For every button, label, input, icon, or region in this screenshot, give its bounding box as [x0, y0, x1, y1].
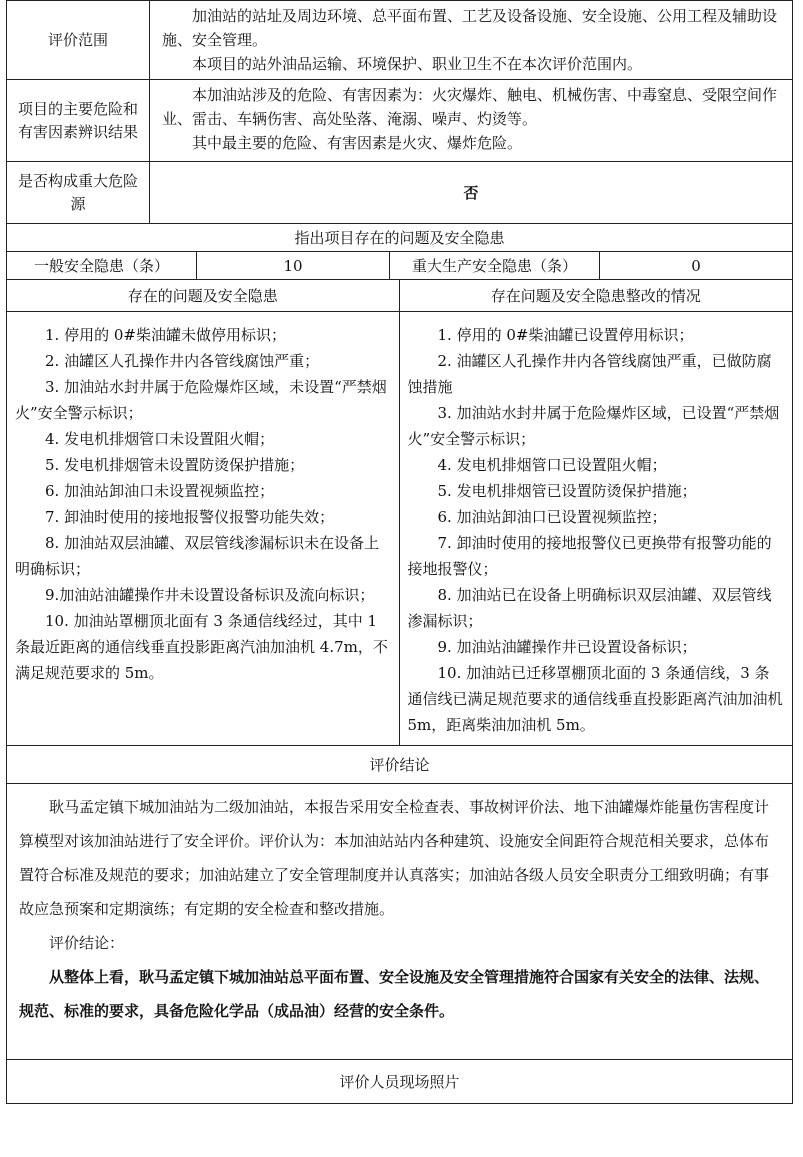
- scope-content: [150, 1, 792, 79]
- list-item: 5. 发电机排烟管未设置防烫保护措施；: [45, 456, 305, 474]
- major-count-value: 0: [691, 256, 701, 275]
- conclusion-subheading: 评价结论：: [49, 934, 125, 952]
- list-item: 3. 加油站水封井属于危险爆炸区域，未设置“严禁烟火”安全警示标识；: [15, 378, 387, 422]
- conclusion-content: [7, 784, 792, 1059]
- hazards-row: [6, 80, 793, 162]
- conclusion-statement: 从整体上看，耿马孟定镇下城加油站总平面布置、安全设施及安全管理措施符合国家有关安全的法律、法规、规范、标准的要求，具备危险化学品（成品油）经营的安全条件。: [19, 968, 770, 1020]
- major-count-label: 重大生产安全隐患（条）: [390, 252, 600, 279]
- issues-header: 指出项目存在的问题及安全隐患: [6, 224, 793, 252]
- fixes-list: [400, 312, 793, 745]
- conclusion-row: [6, 784, 793, 1060]
- list-item: 4. 发电机排烟管口已设置阻火帽；: [437, 456, 667, 474]
- general-count-value: 10: [197, 252, 390, 279]
- list-item: 1. 停用的 0#柴油罐未做停用标识；: [45, 326, 286, 344]
- columns-header-row: [6, 280, 793, 312]
- scope-paragraph: 加油站的站址及周边环境、总平面布置、工艺及设备设施、安全设施、公用工程及辅助设施、安全管理。: [162, 7, 778, 49]
- scope-label: 评价范围: [7, 1, 150, 79]
- issues-fixes-row: [6, 312, 793, 746]
- list-item: 7. 卸油时使用的接地报警仪已更换带有报警功能的接地报警仪；: [407, 534, 772, 578]
- list-item: 5. 发电机排烟管已设置防烫保护措施；: [437, 482, 697, 500]
- list-item: 2. 油罐区人孔操作井内各管线腐蚀严重；: [45, 352, 320, 370]
- list-item: 2. 油罐区人孔操作井内各管线腐蚀严重，已做防腐蚀措施: [407, 352, 772, 396]
- list-item: 9. 加油站油罐操作井已设置设备标识；: [437, 638, 697, 656]
- list-item: 10. 加油站罩棚顶北面有 3 条通信线经过，其中 1 条最近距离的通信线垂直投影距离汽油加油机 4.7m，不满足规范要求的 5m。: [15, 612, 388, 682]
- list-item: 1. 停用的 0#柴油罐已设置停用标识；: [437, 326, 694, 344]
- list-item: 3. 加油站水封井属于危险爆炸区域，已设置“严禁烟火”安全警示标识；: [407, 404, 780, 448]
- conclusion-paragraph: 耿马孟定镇下城加油站为二级加油站，本报告采用安全检查表、事故树评价法、地下油罐爆炸能量伤害程度计算模型对该加油站进行了安全评价。评价认为：本加油站站内各种建筑、设施安全间距符合规范相关要求，总体布置符合标准及规范的要求；加油站建立了安全管理制度并认真落实；加油站各级人员安全职责分工细致明确；有事故应急预案和定期演练；有定期的安全检查和整改措施。: [19, 798, 770, 918]
- conclusion-header: 评价结论: [6, 746, 793, 784]
- hazards-paragraph: 其中最主要的危险、有害因素是火灾、爆炸危险。: [192, 134, 523, 152]
- list-item: 9.加油站油罐操作井未设置设备标识及流向标识；: [45, 586, 375, 604]
- major-hazard-label: 是否构成重大危险源: [7, 162, 150, 223]
- list-item: 6. 加油站卸油口未设置视频监控；: [45, 482, 275, 500]
- photos-header: 评价人员现场照片: [6, 1060, 793, 1104]
- fixes-column-header: 存在问题及安全隐患整改的情况: [490, 287, 701, 305]
- scope-paragraph: 本项目的站外油品运输、环境保护、职业卫生不在本次评价范围内。: [192, 55, 643, 73]
- list-item: 7. 卸油时使用的接地报警仪报警功能失效；: [45, 508, 335, 526]
- evaluation-table: [6, 0, 793, 1104]
- list-item: 4. 发电机排烟管口未设置阻火帽；: [45, 430, 275, 448]
- list-item: 8. 加油站双层油罐、双层管线渗漏标识未在设备上明确标识；: [15, 534, 380, 578]
- hazards-label: 项目的主要危险和有害因素辨识结果: [7, 80, 150, 161]
- issues-column-header: 存在的问题及安全隐患: [7, 280, 400, 311]
- general-count-label: 一般安全隐患（条）: [7, 252, 197, 279]
- list-item: 10. 加油站已迁移罩棚顶北面的 3 条通信线，3 条通信线已满足规范要求的通信线垂直投影距离汽油加油机 5m，距离柴油加油机 5m。: [407, 664, 783, 734]
- issues-list: [7, 312, 400, 745]
- hazards-paragraph: 本加油站涉及的危险、有害因素为：火灾爆炸、触电、机械伤害、中毒窒息、受限空间作业、雷击、车辆伤害、高处坠落、淹溺、噪声、灼烫等。: [162, 86, 778, 128]
- counts-row: [6, 252, 793, 280]
- list-item: 6. 加油站卸油口已设置视频监控；: [437, 508, 667, 526]
- list-item: 8. 加油站已在设备上明确标识双层油罐、双层管线渗漏标识；: [407, 586, 772, 630]
- scope-row: [6, 0, 793, 80]
- major-hazard-row: [6, 162, 793, 224]
- hazards-content: [150, 80, 792, 161]
- major-hazard-value: 否: [463, 184, 479, 202]
